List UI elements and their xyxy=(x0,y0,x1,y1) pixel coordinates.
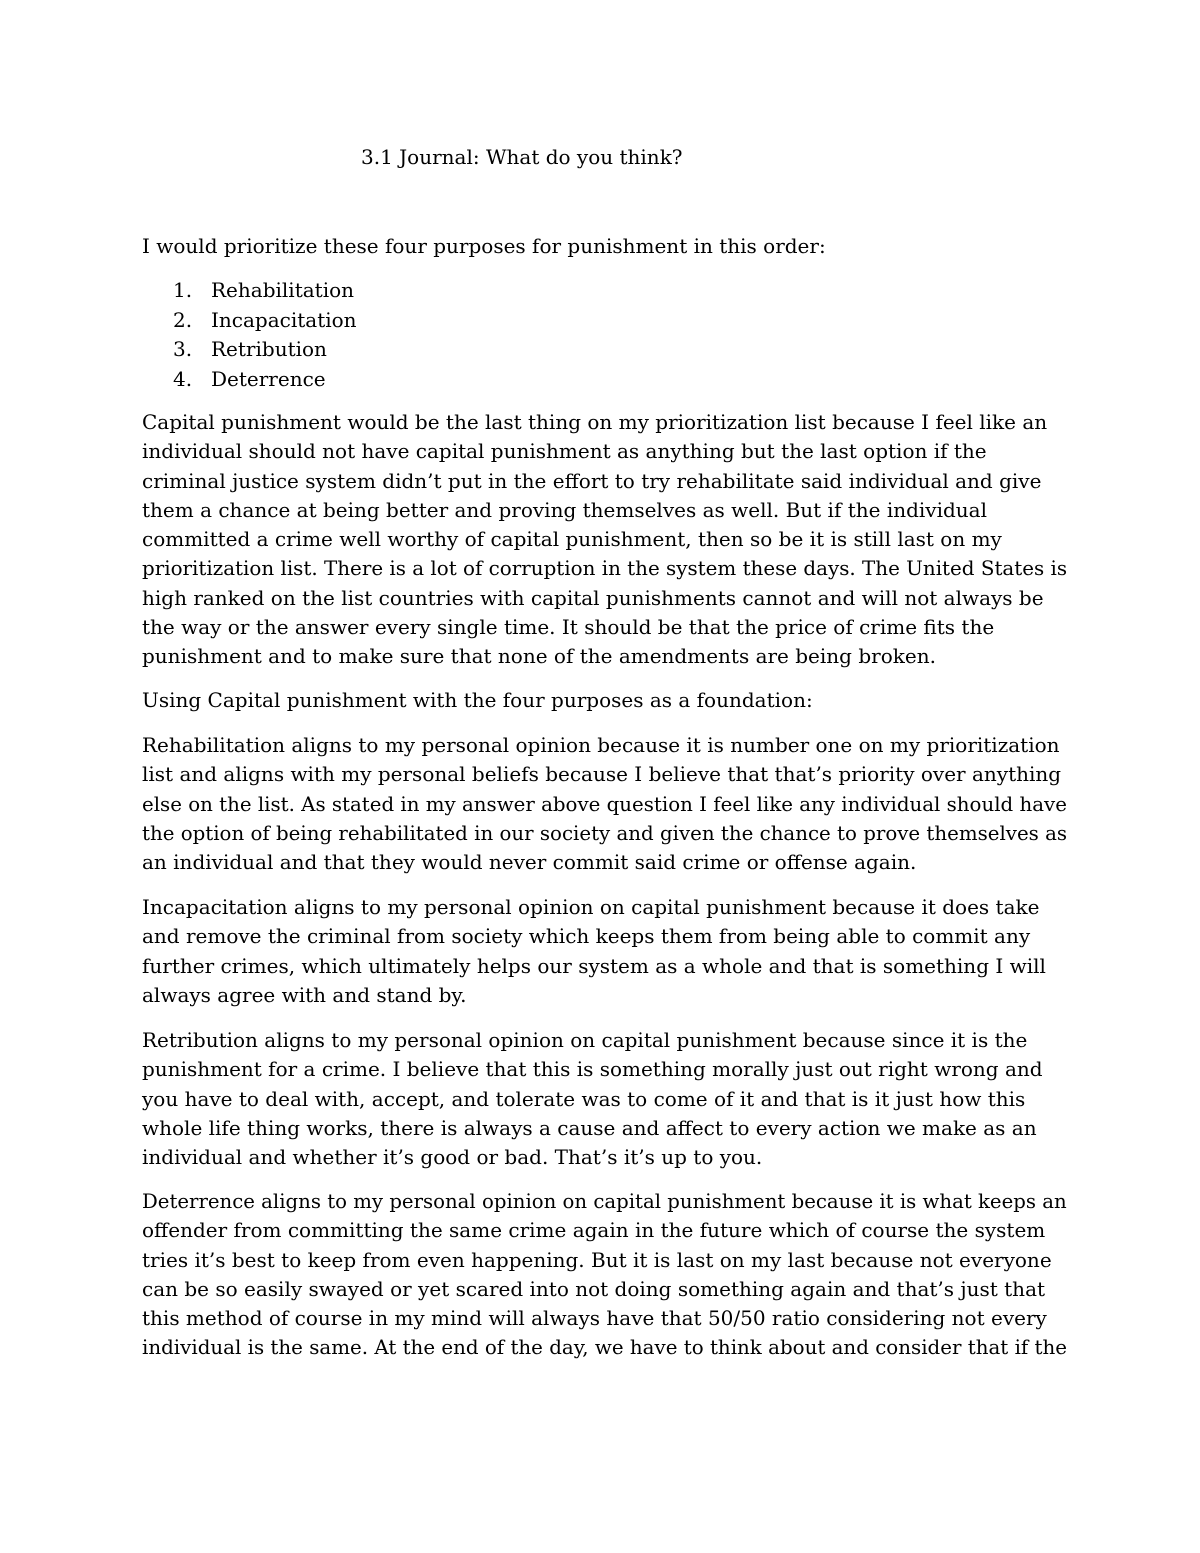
paragraph-line: this method of course in my mind will always have that 50/50 ratio considering not every xyxy=(142,1306,1047,1331)
priority-list xyxy=(142,276,357,394)
list-item-number: 1. xyxy=(173,278,193,302)
intro-sentence: I would prioritize these four purposes for punishment in this order: xyxy=(142,234,826,258)
list-item-number: 2. xyxy=(173,307,193,332)
paragraph-incapacitation xyxy=(142,893,1062,1010)
list-item-number: 3. xyxy=(173,337,193,361)
list-item xyxy=(142,276,357,306)
list-item xyxy=(142,335,357,365)
list-item-text: Incapacitation xyxy=(211,307,357,332)
paragraph-line: punishment for a crime. I believe that this is something morally just out right wrong and xyxy=(142,1057,1043,1082)
paragraph-line: individual is the same. At the end of the day, we have to think about and consider that if the xyxy=(142,1335,1068,1360)
paragraph-line: list and aligns with my personal beliefs because I believe that that’s priority over anything xyxy=(142,762,1062,787)
paragraph-line: individual and whether it’s good or bad. That’s it’s up to you. xyxy=(142,1145,763,1170)
paragraph-line: Capital punishment would be the last thing on my prioritization list because I feel like an xyxy=(142,410,1048,434)
paragraph-line: further crimes, which ultimately helps our system as a whole and that is something I will xyxy=(142,953,1046,978)
paragraph-line: Deterrence aligns to my personal opinion on capital punishment because it is what keeps an xyxy=(142,1189,1067,1213)
paragraph-line: can be so easily swayed or yet scared into not doing something again and that’s just that xyxy=(142,1276,1046,1301)
paragraph-capital-punishment xyxy=(142,408,1068,672)
paragraph-rehabilitation xyxy=(142,731,1068,877)
paragraph-line: the way or the answer every single time. It should be that the price of crime fits the xyxy=(142,615,995,640)
paragraph-line: offender from committing the same crime again in the future which of course the system xyxy=(142,1218,1046,1243)
paragraph-line: punishment and to make sure that none of the amendments are being broken. xyxy=(142,644,936,669)
document-title: 3.1 Journal: What do you think? xyxy=(361,145,683,169)
paragraph-line: individual should not have capital punishment as anything but the last option if the xyxy=(142,439,987,464)
list-item-text: Deterrence xyxy=(211,366,326,391)
paragraph-retribution xyxy=(142,1026,1062,1172)
paragraph-line: else on the list. As stated in my answer above question I feel like any individual should have xyxy=(142,791,1067,816)
list-item-number: 4. xyxy=(173,366,193,391)
list-item xyxy=(142,365,357,395)
paragraph-line: tries it’s best to keep from even happening. But it is last on my last because not everyone xyxy=(142,1247,1052,1272)
paragraph-line: Rehabilitation aligns to my personal opinion because it is number one on my prioritization xyxy=(142,733,1060,757)
paragraph-line: criminal justice system didn’t put in the effort to try rehabilitate said individual and give xyxy=(142,468,1042,493)
paragraph-line: and remove the criminal from society which keeps them from being able to commit any xyxy=(142,924,1031,949)
paragraph-foundation xyxy=(142,686,1062,715)
paragraph-line: high ranked on the list countries with capital punishments cannot and will not always be xyxy=(142,585,1044,610)
paragraph-line: Retribution aligns to my personal opinion on capital punishment because since it is the xyxy=(142,1028,1028,1052)
list-item-text: Rehabilitation xyxy=(211,278,355,302)
paragraph-line: whole life thing works, there is always a cause and affect to every action we make as an xyxy=(142,1115,1037,1140)
list-item xyxy=(142,306,357,336)
paragraph-line: them a chance at being better and proving themselves as well. But if the individual xyxy=(142,497,987,522)
paragraph-line: the option of being rehabilitated in our society and given the chance to prove themselves as xyxy=(142,820,1068,845)
paragraph-deterrence xyxy=(142,1187,1068,1363)
list-item-text: Retribution xyxy=(211,337,327,361)
paragraph-line: Using Capital punishment with the four purposes as a foundation: xyxy=(142,688,813,712)
paragraph-line: Incapacitation aligns to my personal opinion on capital punishment because it does take xyxy=(142,895,1040,919)
paragraph-line: committed a crime well worthy of capital punishment, then so be it is still last on my xyxy=(142,527,1002,552)
paragraph-line: you have to deal with, accept, and tolerate was to come of it and that is it just how this xyxy=(142,1086,1026,1111)
paragraph-line: an individual and that they would never commit said crime or offense again. xyxy=(142,850,917,875)
paragraph-line: prioritization list. There is a lot of corruption in the system these days. The United States is xyxy=(142,556,1068,581)
paragraph-line: always agree with and stand by. xyxy=(142,982,467,1007)
